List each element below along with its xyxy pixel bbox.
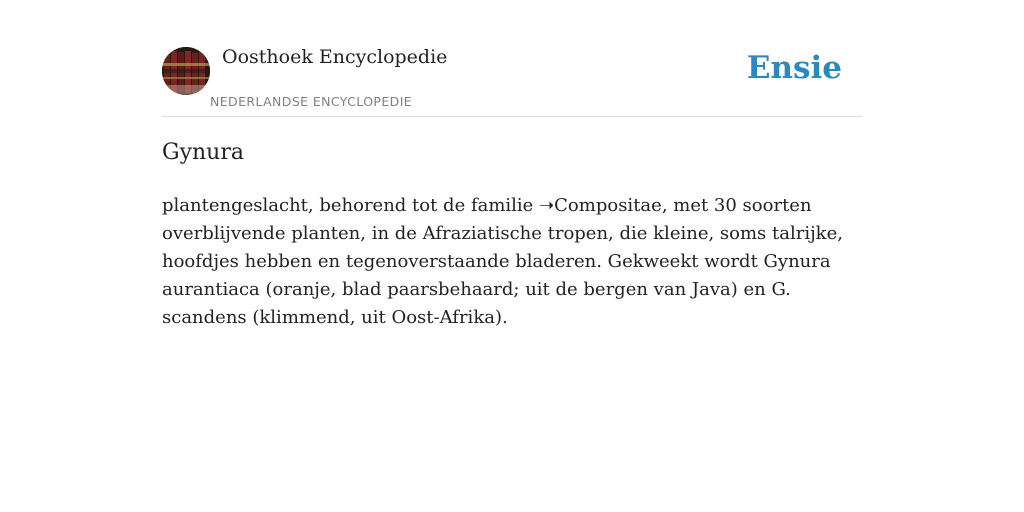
compositae-link[interactable] bbox=[539, 195, 662, 216]
arrow-icon: ➝ bbox=[539, 195, 555, 216]
article-text-after-link: , met 30 soorten overblijvende planten, in de Afraziatische tropen, die kleine, soms talrijke, hoofdjes hebben en tegenoverstaande bladeren. Gekweekt wordt Gynura aurantiaca (oranje, blad paarsbehaard; uit de bergen van Java) en G. scandens (klimmend, uit Oost-Afrika). bbox=[162, 195, 843, 328]
page-container bbox=[162, 0, 862, 328]
article-body bbox=[162, 192, 862, 332]
site-name[interactable]: Oosthoek Encyclopedie bbox=[222, 46, 448, 68]
brand-logo-link[interactable]: Ensie bbox=[746, 50, 842, 86]
article-title: Gynura bbox=[162, 140, 244, 165]
compositae-link-label: Compositae bbox=[554, 195, 662, 216]
encyclopedia-books-icon[interactable] bbox=[162, 47, 210, 95]
site-header bbox=[162, 0, 862, 117]
site-subtitle: NEDERLANDSE ENCYCLOPEDIE bbox=[210, 94, 413, 109]
article-text-before-link: plantengeslacht, behorend tot de familie bbox=[162, 195, 540, 216]
